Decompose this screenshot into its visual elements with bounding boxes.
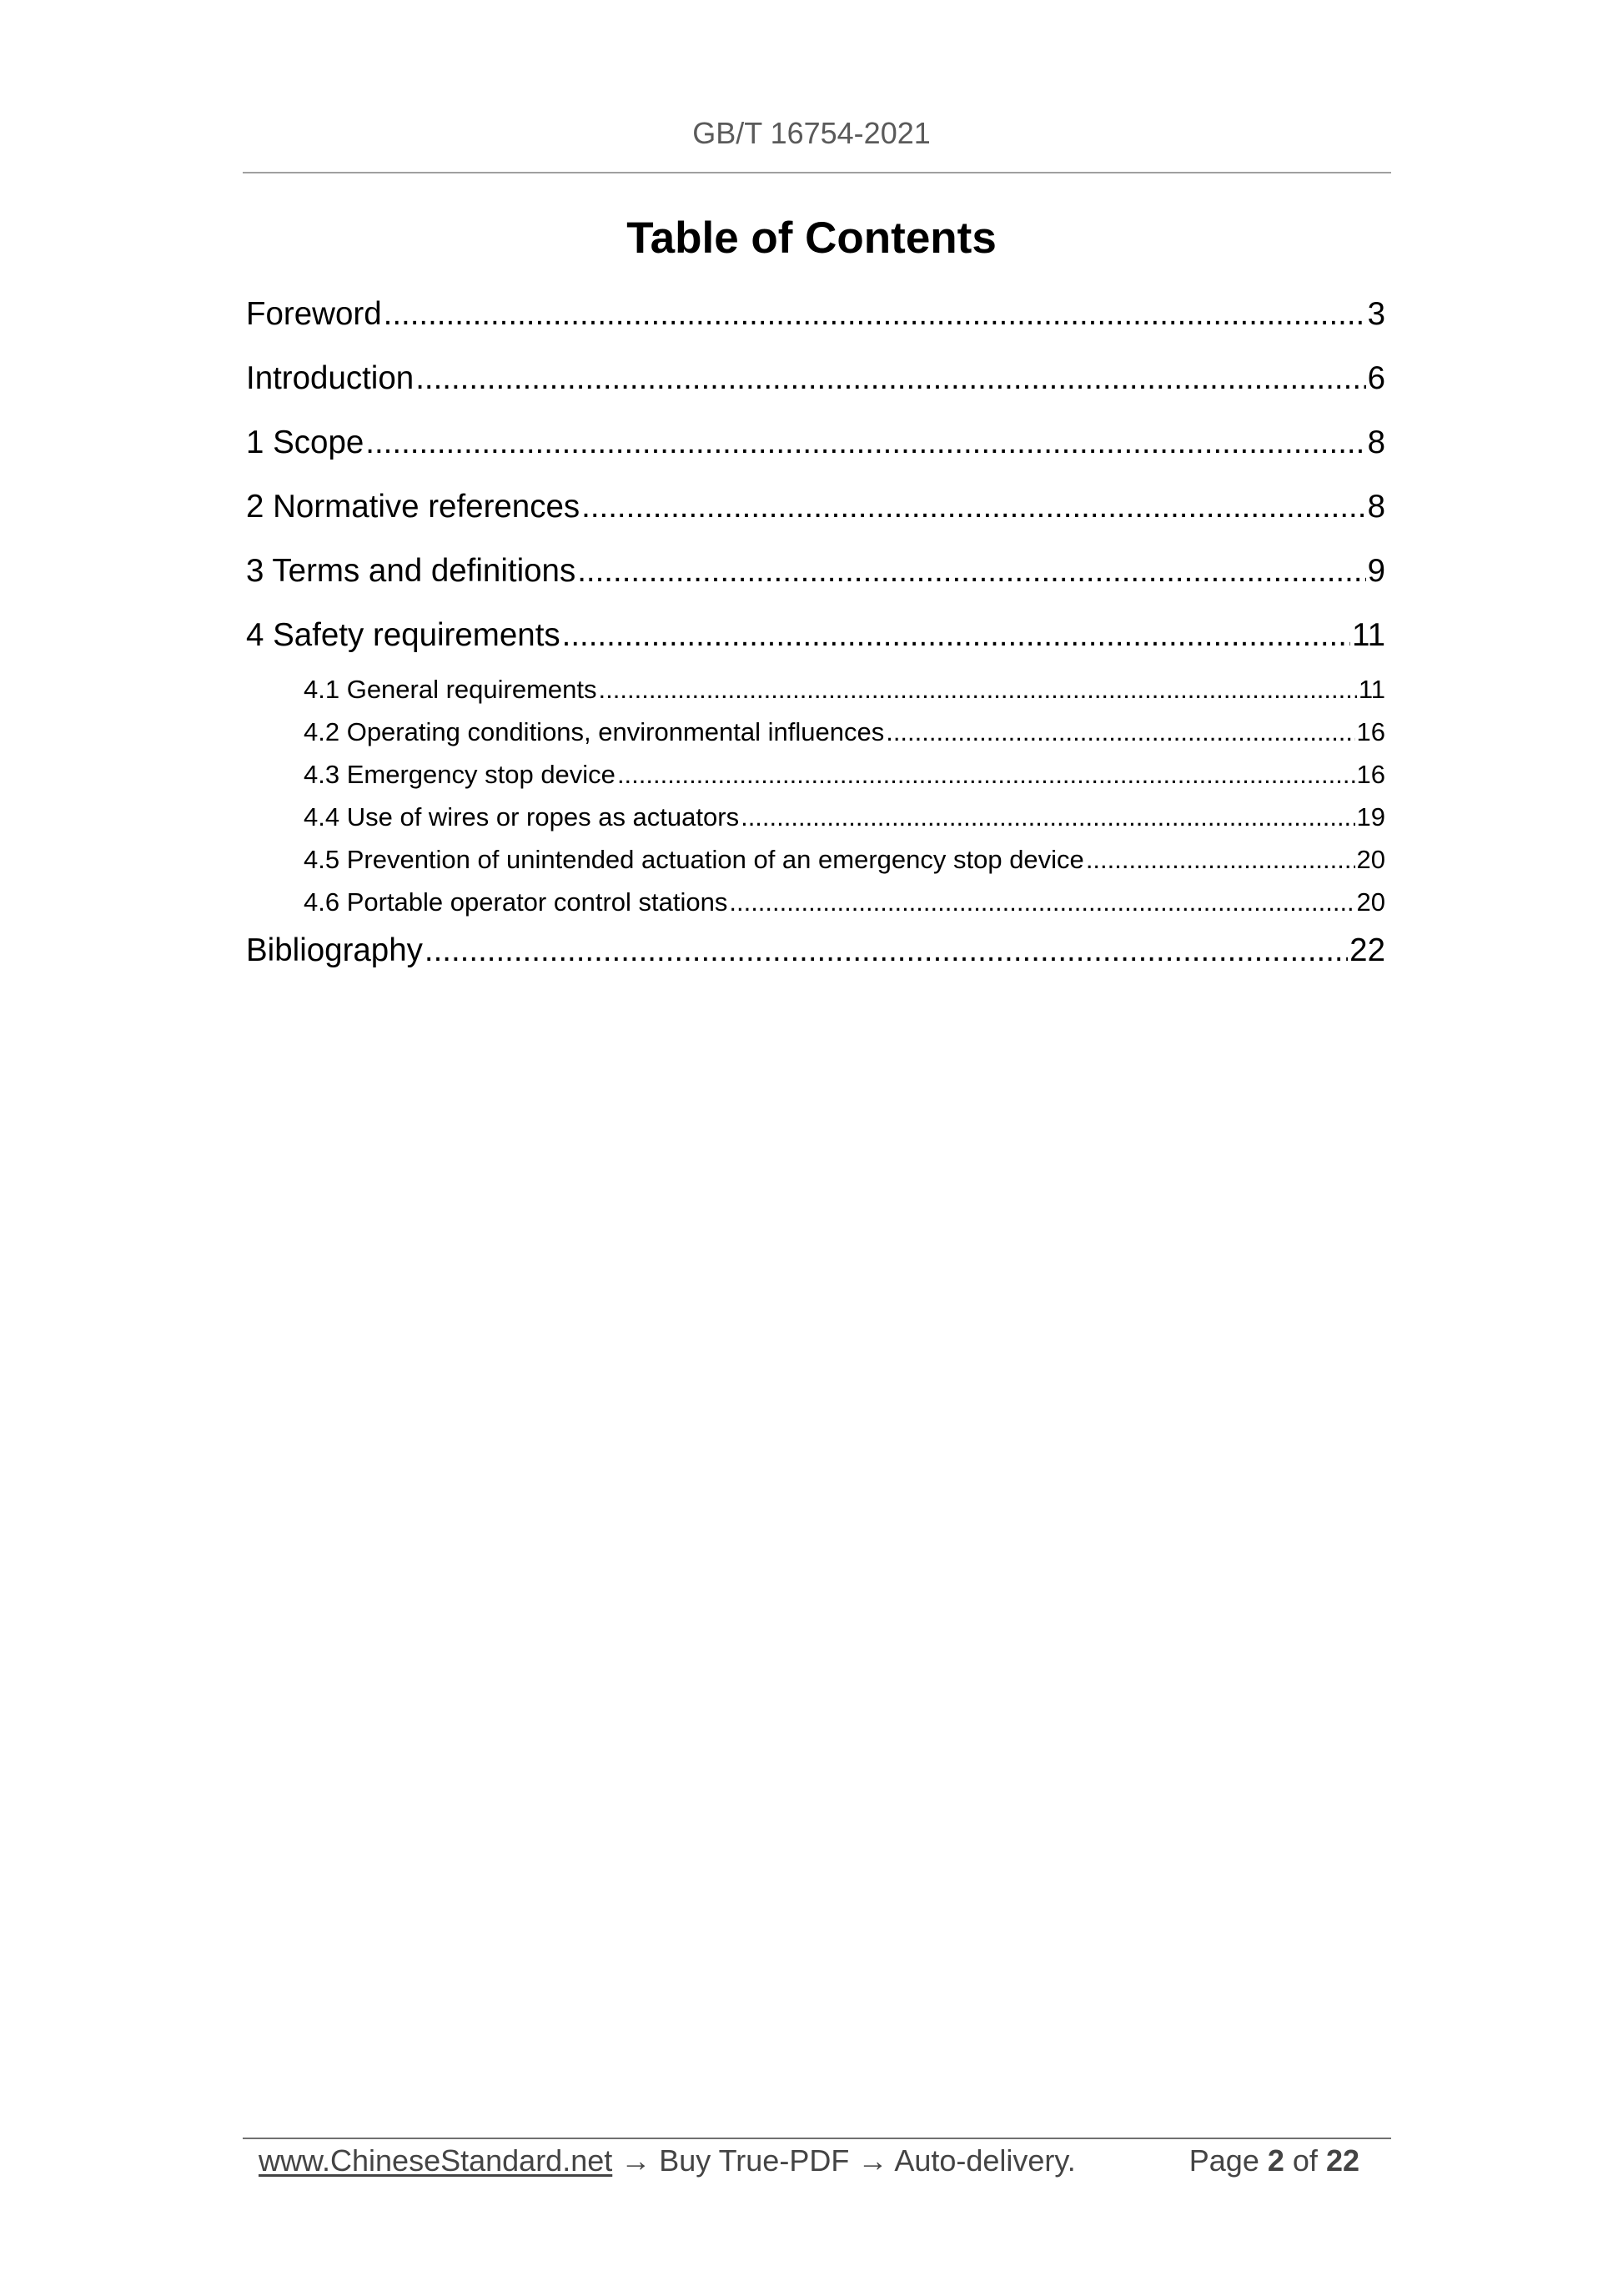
toc-entry-label: 4.5 Prevention of unintended actuation of an emergency stop device — [304, 845, 1084, 874]
page-word: Page — [1188, 2143, 1259, 2178]
page-footer — [259, 2142, 1376, 2180]
footer-promo-text: → Buy True-PDF → Auto-delivery. — [612, 2143, 1076, 2178]
dot-leader — [365, 424, 1365, 462]
toc-entry-label: 3 Terms and definitions — [246, 553, 576, 589]
toc-entry-page: 9 — [1367, 553, 1385, 589]
dot-leader — [425, 932, 1348, 970]
page-title: Table of Contents — [626, 214, 997, 263]
toc-entry-label: 2 Normative references — [246, 489, 580, 525]
toc-subentry-4-4[interactable] — [304, 801, 1385, 833]
toc-entry-label: 4 Safety requirements — [246, 617, 560, 653]
toc-entry-page: 8 — [1367, 489, 1385, 525]
toc-entry-label: 4.1 General requirements — [304, 675, 597, 704]
dot-leader — [577, 552, 1365, 590]
toc-entry-label: 4.3 Emergency stop device — [304, 760, 616, 789]
toc-subentry-4-2[interactable] — [304, 716, 1385, 748]
chinesestandard-link[interactable]: www.ChineseStandard.net — [259, 2143, 613, 2178]
toc-entry-page: 6 — [1367, 360, 1385, 396]
toc-entry-page: 11 — [1358, 675, 1385, 704]
toc-entry-label: 4.4 Use of wires or ropes as actuators — [304, 802, 740, 831]
toc-entry-terms-and-definitions[interactable] — [246, 552, 1385, 590]
dot-leader — [415, 359, 1365, 398]
toc-subentry-4-1[interactable] — [304, 674, 1385, 706]
dot-leader — [599, 674, 1357, 706]
dot-leader — [562, 616, 1350, 655]
toc-subentry-4-3[interactable] — [304, 759, 1385, 791]
footer-promo — [259, 2142, 1076, 2180]
total-pages-number: 22 — [1325, 2143, 1359, 2178]
toc-subentry-4-6[interactable] — [304, 887, 1385, 918]
toc-entry-page: 3 — [1367, 296, 1385, 332]
toc-entry-label: Bibliography — [246, 932, 423, 968]
dot-leader — [617, 759, 1355, 791]
dot-leader — [729, 887, 1354, 918]
toc-entry-bibliography[interactable] — [246, 932, 1385, 970]
of-word: of — [1292, 2143, 1318, 2178]
toc-entry-page: 20 — [1356, 845, 1385, 874]
toc-entry-page: 20 — [1356, 887, 1385, 917]
toc-entry-page: 19 — [1356, 802, 1385, 831]
header-divider — [243, 172, 1391, 173]
toc-entry-label: 4.6 Portable operator control stations — [304, 887, 728, 917]
toc-entry-page: 16 — [1356, 760, 1385, 789]
footer-divider — [243, 2138, 1391, 2139]
toc-entry-label: 4.2 Operating conditions, environmental influences — [304, 717, 885, 746]
dot-leader — [741, 801, 1354, 833]
toc-subentry-4-5[interactable] — [304, 844, 1385, 876]
current-page-number: 2 — [1267, 2143, 1284, 2178]
toc-entry-foreword[interactable] — [246, 295, 1385, 334]
dot-leader — [581, 488, 1365, 526]
toc-entry-label: 1 Scope — [246, 425, 364, 460]
toc-entry-page: 11 — [1352, 617, 1385, 653]
toc-entry-introduction[interactable] — [246, 359, 1385, 398]
toc-entry-label: Foreword — [246, 296, 382, 332]
toc-entry-safety-requirements[interactable] — [246, 616, 1385, 655]
toc-entry-page: 8 — [1367, 425, 1385, 460]
page-indicator — [1189, 2142, 1376, 2180]
dot-leader — [384, 295, 1366, 334]
toc-entry-label: Introduction — [246, 360, 415, 396]
dot-leader — [1086, 844, 1355, 876]
document-code-header: GB/T 16754-2021 — [692, 116, 931, 150]
toc-entry-scope[interactable] — [246, 424, 1385, 462]
toc-entry-page: 16 — [1356, 717, 1385, 746]
dot-leader — [886, 716, 1354, 748]
toc-entry-page: 22 — [1349, 932, 1385, 968]
toc-entry-normative-references[interactable] — [246, 488, 1385, 526]
